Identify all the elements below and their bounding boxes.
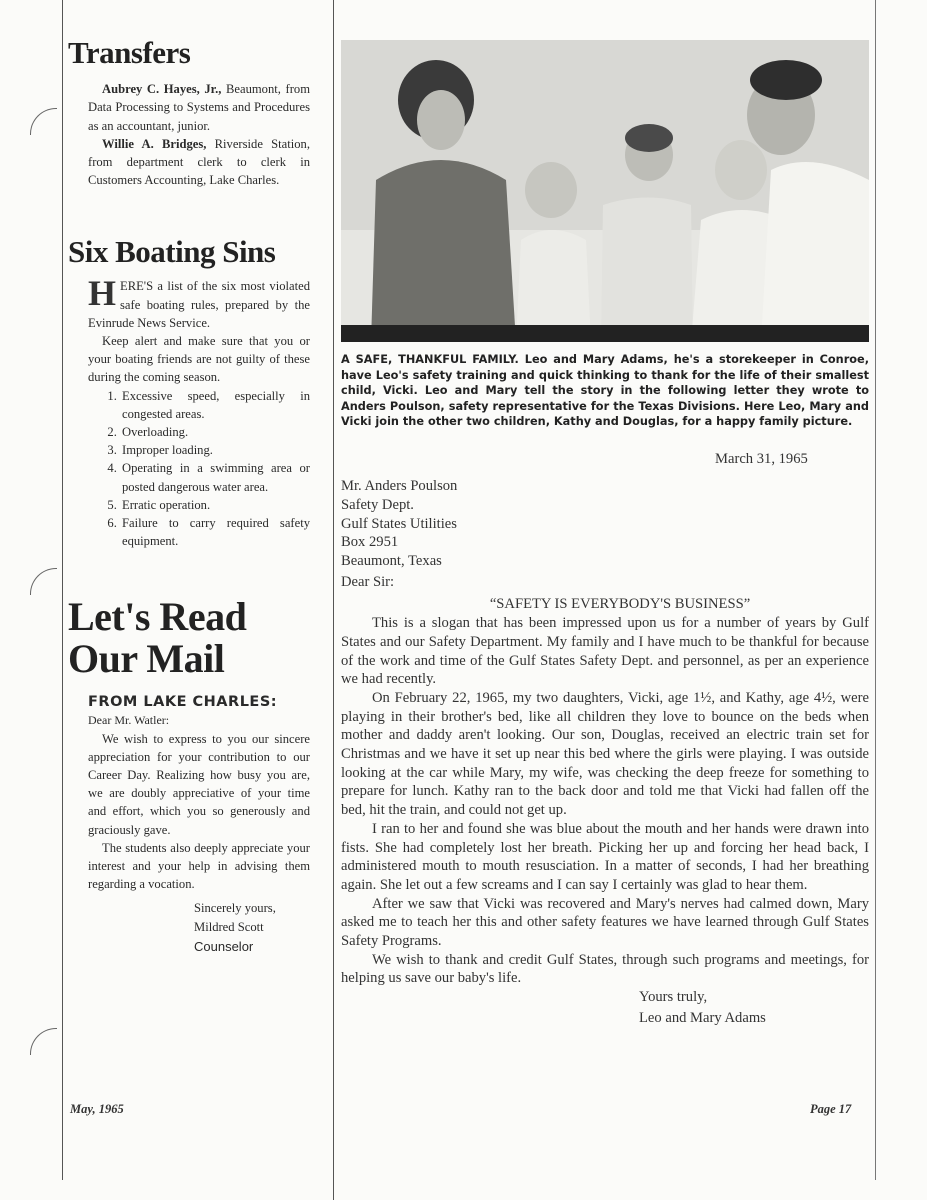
- letter-paragraph: After we saw that Vicki was recovered and Mary's nerves had calmed down, Mary asked me to teach her this and other safety features we have learned through Gulf States Safety Programs.: [341, 895, 869, 950]
- list-item: 2. Overloading.: [120, 423, 310, 441]
- photo-caption: [341, 352, 869, 430]
- binder-hole-mark: [30, 1028, 57, 1055]
- transfer-name: Willie A. Bridges,: [102, 136, 207, 151]
- list-item: 4. Operating in a swimming area or posted dangerous water area.: [120, 459, 310, 495]
- boating-sins-list: [68, 387, 310, 551]
- footer-date: May, 1965: [70, 1102, 124, 1116]
- letter-paragraph: This is a slogan that has been impressed upon us for a number of years by Gulf States and our Safety Department. My family and I have much to be thankful for because of the work and time of the Gulf States Safety Dept. and personnel, as per an experience we had recently.: [341, 615, 869, 688]
- left-column: [68, 36, 310, 956]
- column-divider: [333, 0, 334, 1200]
- mail-heading-line2: Our Mail: [68, 636, 225, 682]
- transfer-text: Riverside Station, from department clerk to clerk in Customers Accounting, Lake Charles.: [88, 136, 310, 188]
- binder-hole-mark: [30, 108, 57, 135]
- mail-signer-title: Counselor: [194, 938, 254, 954]
- boating-section: [68, 235, 310, 550]
- letter-address: [341, 477, 869, 571]
- transfers-section: [68, 36, 310, 189]
- right-column: [341, 40, 869, 1028]
- binder-hole-mark: [30, 568, 57, 595]
- page-right-edge: [875, 0, 876, 1180]
- mail-heading: [68, 596, 310, 680]
- page-left-edge: [62, 0, 63, 1180]
- mail-section: [68, 596, 310, 956]
- boating-para: Keep alert and make sure that you or your boating friends are not guilty of these during the coming season.: [88, 334, 310, 385]
- boating-intro: [68, 273, 310, 332]
- letter-signature: Leo and Mary Adams: [639, 1009, 766, 1026]
- mail-para: We wish to express to you our sincere appreciation for your contribution to our Career Day. Realizing how busy you are, we are doubly appreciative of your time and effort, which you so generously and graciously gave.: [88, 731, 310, 837]
- boating-heading: Six Boating Sins: [68, 234, 276, 270]
- caption-lead: A SAFE, THANKFUL FAMILY.: [341, 353, 519, 366]
- transfers-heading: Transfers: [68, 35, 191, 70]
- letter-salutation: Dear Sir:: [341, 573, 395, 590]
- list-item: 5. Erratic operation.: [120, 496, 310, 514]
- letter-date: March 31, 1965: [715, 450, 808, 467]
- address-line: Gulf States Utilities: [341, 515, 457, 532]
- mail-subhead: FROM LAKE CHARLES:: [88, 694, 278, 711]
- caption-text: Leo and Mary Adams, he's a storekeeper in Conroe, have Leo's safety training and quick thinking to thank for the life of their smallest child, Vicki. Leo and Mary tell the story in the following letter they wrote to Anders Poulson, safety representative for the Texas Divisions. Here Leo, Mary and Vicki join the other two children, Kathy and Douglas, for a happy family picture.: [341, 353, 869, 428]
- transfer-text: Beaumont, from Data Processing to Systems and Procedures as an accountant, junior.: [88, 82, 310, 133]
- mail-closing: Sincerely yours,: [194, 901, 276, 916]
- list-item: 3. Improper loading.: [120, 441, 310, 459]
- list-item: 6. Failure to carry required safety equipment.: [120, 514, 310, 550]
- address-line: Mr. Anders Poulson: [341, 478, 458, 495]
- letter-paragraph: We wish to thank and credit Gulf States, through such programs and meetings, for helping us save our baby's life.: [341, 951, 869, 987]
- drop-cap: H: [88, 273, 117, 314]
- letter-slogan: “SAFETY IS EVERYBODY'S BUSINESS”: [489, 596, 751, 613]
- list-item: 1. Excessive speed, especially in congested areas.: [120, 387, 310, 423]
- family-photo-image: [341, 40, 869, 342]
- address-line: Box 2951: [341, 534, 399, 551]
- mail-salutation: Dear Mr. Watler:: [88, 713, 170, 728]
- page-number: Page 17: [810, 1102, 852, 1116]
- letter-paragraph: I ran to her and found she was blue about the mouth and her hands were drawn into fists. She had completely lost her breath. Picking her up and forcing her head back, I administered mouth to mouth resusciation. In a matter of seconds, I had her breathing again. She let out a few screams and I can say I certainly was glad to hear them.: [341, 820, 869, 893]
- mail-signer: Mildred Scott: [194, 919, 264, 934]
- transfer-item: [68, 135, 310, 190]
- mail-heading-line1: Let's Read: [68, 594, 247, 640]
- letter-closing: Yours truly,: [639, 989, 708, 1006]
- letter-paragraph: On February 22, 1965, my two daughters, Vicki, age 1½, and Kathy, age 4½, were playing in their brother's bed, like all children they love to bounce on the beds when mother and daddy aren't looking. Our son, Douglas, received an electric train set for Christmas and we have it set up near this bed where the girls were playing. I was outside looking at the car while Mary, my wife, was checking the deep freeze for something to prepare for lunch. Kathy ran to the back door and told me that Vicki had fallen off the bed, hit the train, and could not get up.: [341, 689, 869, 819]
- boating-intro-text: ERE'S a list of the six most violated safe boating rules, prepared by the Evinrude News Service.: [88, 279, 310, 330]
- transfer-name: Aubrey C. Hayes, Jr.,: [102, 82, 222, 97]
- mail-para: The students also deeply appreciate your interest and your help in advising them regarding a vocation.: [88, 840, 310, 892]
- transfer-item: [68, 80, 310, 135]
- address-line: Safety Dept.: [341, 496, 414, 513]
- family-photo: [341, 40, 869, 342]
- address-line: Beaumont, Texas: [341, 553, 442, 570]
- letter: [341, 450, 869, 1028]
